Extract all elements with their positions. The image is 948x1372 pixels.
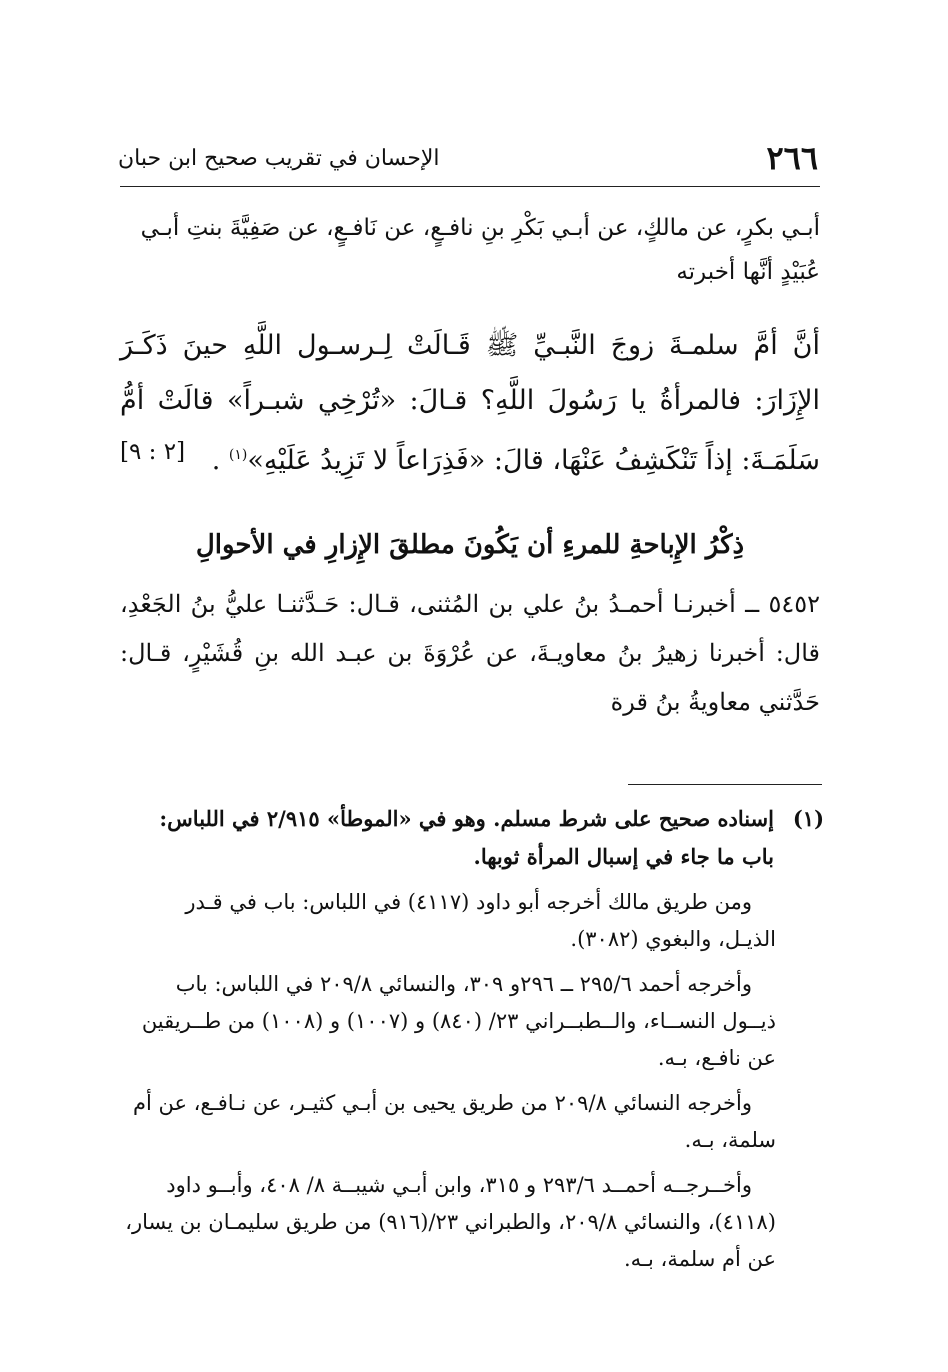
footnote-paragraph: [124, 966, 824, 1077]
page-number: ٢٦٦: [766, 139, 818, 177]
hadith-footnote-marker: (١): [228, 447, 248, 463]
footnote-marker: (١): [792, 806, 824, 831]
footnote-paragraph: [124, 1167, 824, 1278]
hadith-chain: [120, 580, 820, 727]
hadith-body: أنَّ أمَّ سلمـةَ زوجَ النَّبـيِّ ﷺ قَـالَتْ لِـرسـول اللَّهِ حينَ ذَكَـرَ الإِزَارَ: فالمرأةُ يا رَسُولَ اللَّهِ؟ قـالَ: «تُرْخِي شبـراً» قالَتْ أمُّ سَلَمَـةَ: إذاً تَنْكَشِفُ عَنْهَا، قالَ: «فَذِرَاعاً لا تَزِيدُ عَلَيْهِ»: [120, 330, 820, 476]
running-title: الإحسان في تقريب صحيح ابن حبان: [118, 146, 440, 171]
chapter-heading: ذِكْرُ الإِباحةِ للمرءِ أن يَكُونَ مطلقَ الإِزارِ في الأحوالِ: [195, 530, 745, 560]
hadith-number: ٥٤٥٢: [768, 590, 821, 618]
chain-text: أخبرنـا أحمـدُ بنُ علي بن المُثنى، قـال: حَـدَّثنـا عليُّ بنُ الجَعْدِ، قال: أخبرنا زهيرُ بنُ معاويـةَ، عن عُرْوَةَ بن عبـد الله بنِ قُشَيْرٍ، قـال: حَدَّثني معاويةُ بنُ قرة: [120, 590, 820, 716]
hadith-number-dash: ــ: [735, 590, 769, 618]
footnotes: [124, 800, 824, 1278]
footnote-paragraph: [124, 884, 824, 958]
footnote-1-text: إسناده صحيح على شرط مسلم. وهو في «الموطأ» ٢/٩١٥ في اللباس: باب ما جاء في إسبال المرأة ثوبها.: [159, 806, 774, 869]
footnote-rule: [628, 784, 822, 785]
footnote-1: [124, 800, 824, 876]
footnote-paragraph-text: وأخرجه النسائي ٢٠٩/٨ من طريق يحيى بن أبـي كثيـر، عن نـافـع، عن أم سلمة، بـه.: [132, 1091, 776, 1152]
hadith-text: [120, 318, 820, 488]
footnote-paragraph-text: وأخــرجــه أحمــد ٢٩٣/٦ و ٣١٥، وابن أبـي شيبــة ٨/ ٤٠٨، وأبــو داود (٤١١٨)، والنسائي ٢٠٩/٨، والطبراني ٢٣/(٩١٦) من طريق سليمـان بن يسار، عن أم سلمة، بـه.: [125, 1173, 776, 1271]
header-rule: [120, 186, 820, 187]
page-header: [118, 138, 818, 178]
hadith-reference: [٢ : ٩]: [120, 439, 186, 465]
hadith-end: .: [211, 445, 229, 476]
isnad-text: أبـي بكرٍ، عن مالكٍ، عن أبـي بَكْرِ بنِ نافـعٍ، عن نَافـعٍ، عن صَفِيَّةَ بنتِ أبـي عُبَيْدٍ أنَّها أخبرته: [140, 215, 820, 285]
footnote-paragraph: [124, 1085, 824, 1159]
footnote-paragraph-text: وأخرجه أحمد ٢٩٥/٦ ــ ٢٩٦و ٣٠٩، والنسائي ٢٠٩/٨ في اللباس: باب ذيــول النســاء، والــطبــراني ٢٣/ (٨٤٠) و (١٠٠٧) و (١٠٠٨) من طــريقين عن نافـع، بـه.: [141, 972, 776, 1070]
footnote-paragraph-text: ومن طريق مالك أخرجه أبو داود (٤١١٧) في اللباس: باب في قـدر الذيـل، والبغوي (٣٠٨٢).: [185, 890, 776, 951]
